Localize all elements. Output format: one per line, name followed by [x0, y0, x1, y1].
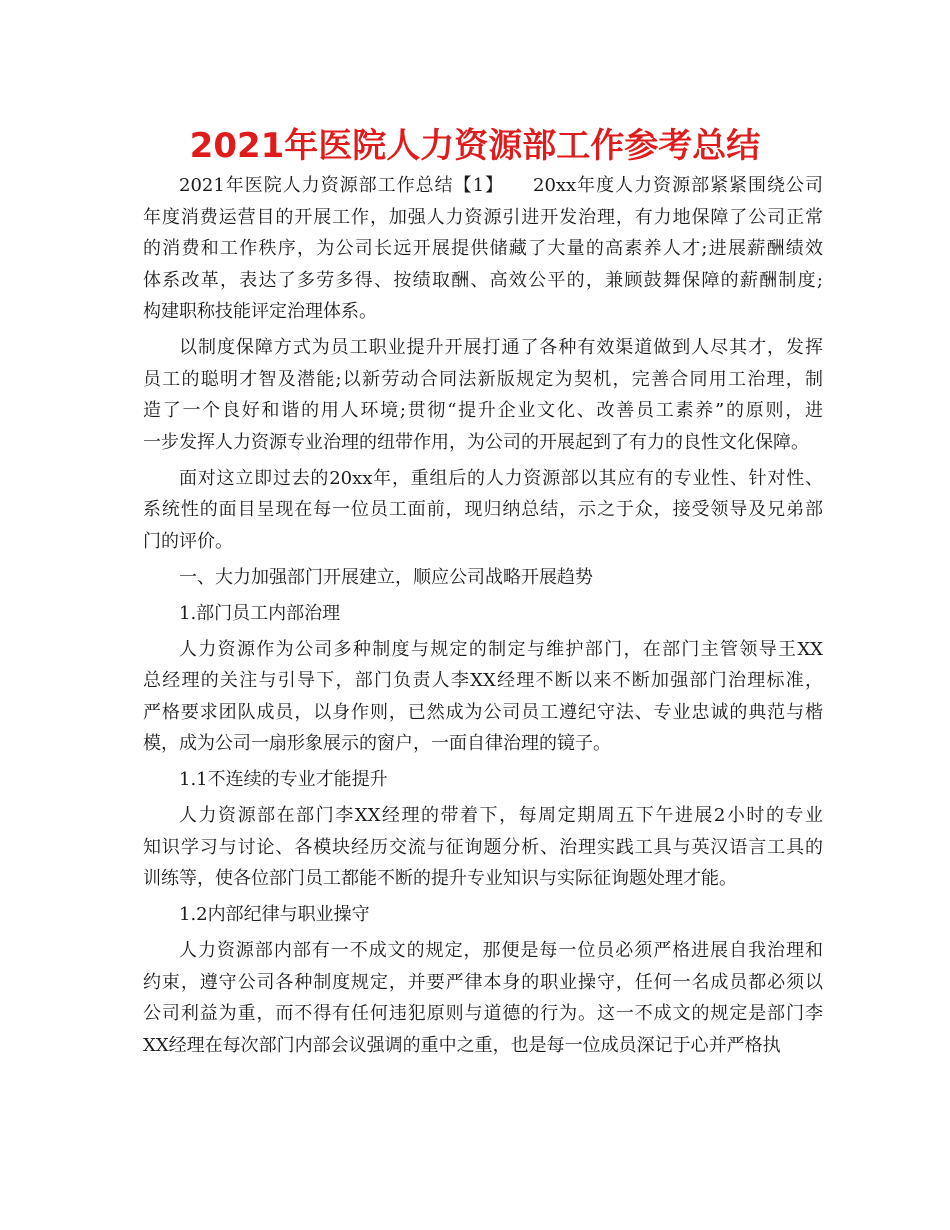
paragraph	[143, 634, 823, 760]
paragraph	[143, 598, 823, 630]
paragraph	[143, 935, 823, 1061]
paragraph	[143, 562, 823, 594]
paragraph-line: 的消费和工作秩序，为公司长远开展提供储藏了大量的高素养人才;进展薪酬绩效	[143, 238, 823, 259]
paragraph-line: 造了一个良好和谐的用人环境;贯彻“提升企业文化、改善员工素养”的原则，进	[143, 400, 823, 421]
paragraph-line: 面对这立即过去的20xx年，重组后的人力资源部以其应有的专业性、针对性、	[179, 467, 823, 489]
paragraph-line: 1.1不连续的专业才能提升	[179, 769, 388, 790]
paragraph-line: 模，成为公司一扇形象展示的窗户，一面自律治理的镜子。	[143, 733, 611, 754]
paragraph-line: 人力资源部在部门李XX经理的带着下，每周定期周五下午进展2小时的专业	[179, 805, 823, 826]
paragraph	[143, 899, 823, 931]
paragraph-line: 人力资源作为公司多种制度与规定的制定与维护部门，在部门主管领导王XX	[179, 638, 823, 660]
paragraph-line: 训练等，使各位部门员工都能不断的提升专业知识与实际征询题处理才能。	[143, 868, 737, 889]
paragraph-line: 体系改革，表达了多劳多得、按绩取酬、高效公平的，兼顾鼓舞保障的薪酬制度;	[143, 269, 823, 291]
paragraph-line: 严格要求团队成员，以身作则，已然成为公司员工遵纪守法、专业忠诚的典范与楷	[143, 701, 823, 723]
paragraph-line: 构建职称技能评定治理体系。	[143, 301, 377, 322]
paragraph-line: 系统性的面目呈现在每一位员工面前，现归纳总结，示之于众，接受领导及兄弟部	[143, 499, 823, 520]
paragraph-line: 总经理的关注与引导下，部门负责人李XX经理不断以来不断加强部门治理标准，	[143, 670, 823, 691]
paragraph	[143, 800, 823, 895]
paragraph-line: 公司利益为重，而不得有任何违犯原则与道德的行为。这一不成文的规定是部门李	[143, 1003, 823, 1024]
document-title: 2021年医院人力资源部工作参考总结	[189, 126, 761, 166]
paragraph-line: XX经理在每次部门内部会议强调的重中之重，也是每一位成员深记于心并严格执	[143, 1034, 781, 1056]
paragraph-line: 员工的聪明才智及潜能;以新劳动合同法新版规定为契机，完善合同用工治理，制	[143, 368, 823, 390]
paragraph	[143, 764, 823, 796]
paragraph-line: 知识学习与讨论、各模块经历交流与征询题分析、治理实践工具与英汉语言工具的	[143, 836, 823, 858]
paragraph-line: 以制度保障方式为员工职业提升开展打通了各种有效渠道做到人尽其才，发挥	[179, 337, 823, 358]
paragraph-line: 一、大力加强部门开展建立，顺应公司战略开展趋势	[179, 566, 593, 588]
paragraph-line: 门的评价。	[143, 530, 233, 552]
paragraph	[143, 332, 823, 458]
paragraph-line: 一步发挥人力资源专业治理的纽带作用，为公司的开展起到了有力的良性文化保障。	[143, 431, 809, 453]
paragraph	[143, 463, 823, 558]
document-body	[143, 170, 823, 1061]
paragraph-line: 约束，遵守公司各种制度规定，并要严律本身的职业操守，任何一名成员都必须以	[143, 971, 823, 993]
paragraph-line: 年度消费运营目的开展工作，加强人力资源引进开发治理，有力地保障了公司正常	[143, 206, 823, 228]
paragraph-line: 人力资源部内部有一不成文的规定，那便是每一位员必须严格进展自我治理和	[179, 940, 823, 961]
paragraph-line: 1.2内部纪律与职业操守	[179, 904, 370, 925]
paragraph	[143, 170, 823, 328]
paragraph-line: 1.部门员工内部治理	[179, 602, 341, 624]
paragraph-line: 2021年医院人力资源部工作总结【1】 20xx年度人力资源部紧紧围绕公司	[179, 175, 823, 196]
